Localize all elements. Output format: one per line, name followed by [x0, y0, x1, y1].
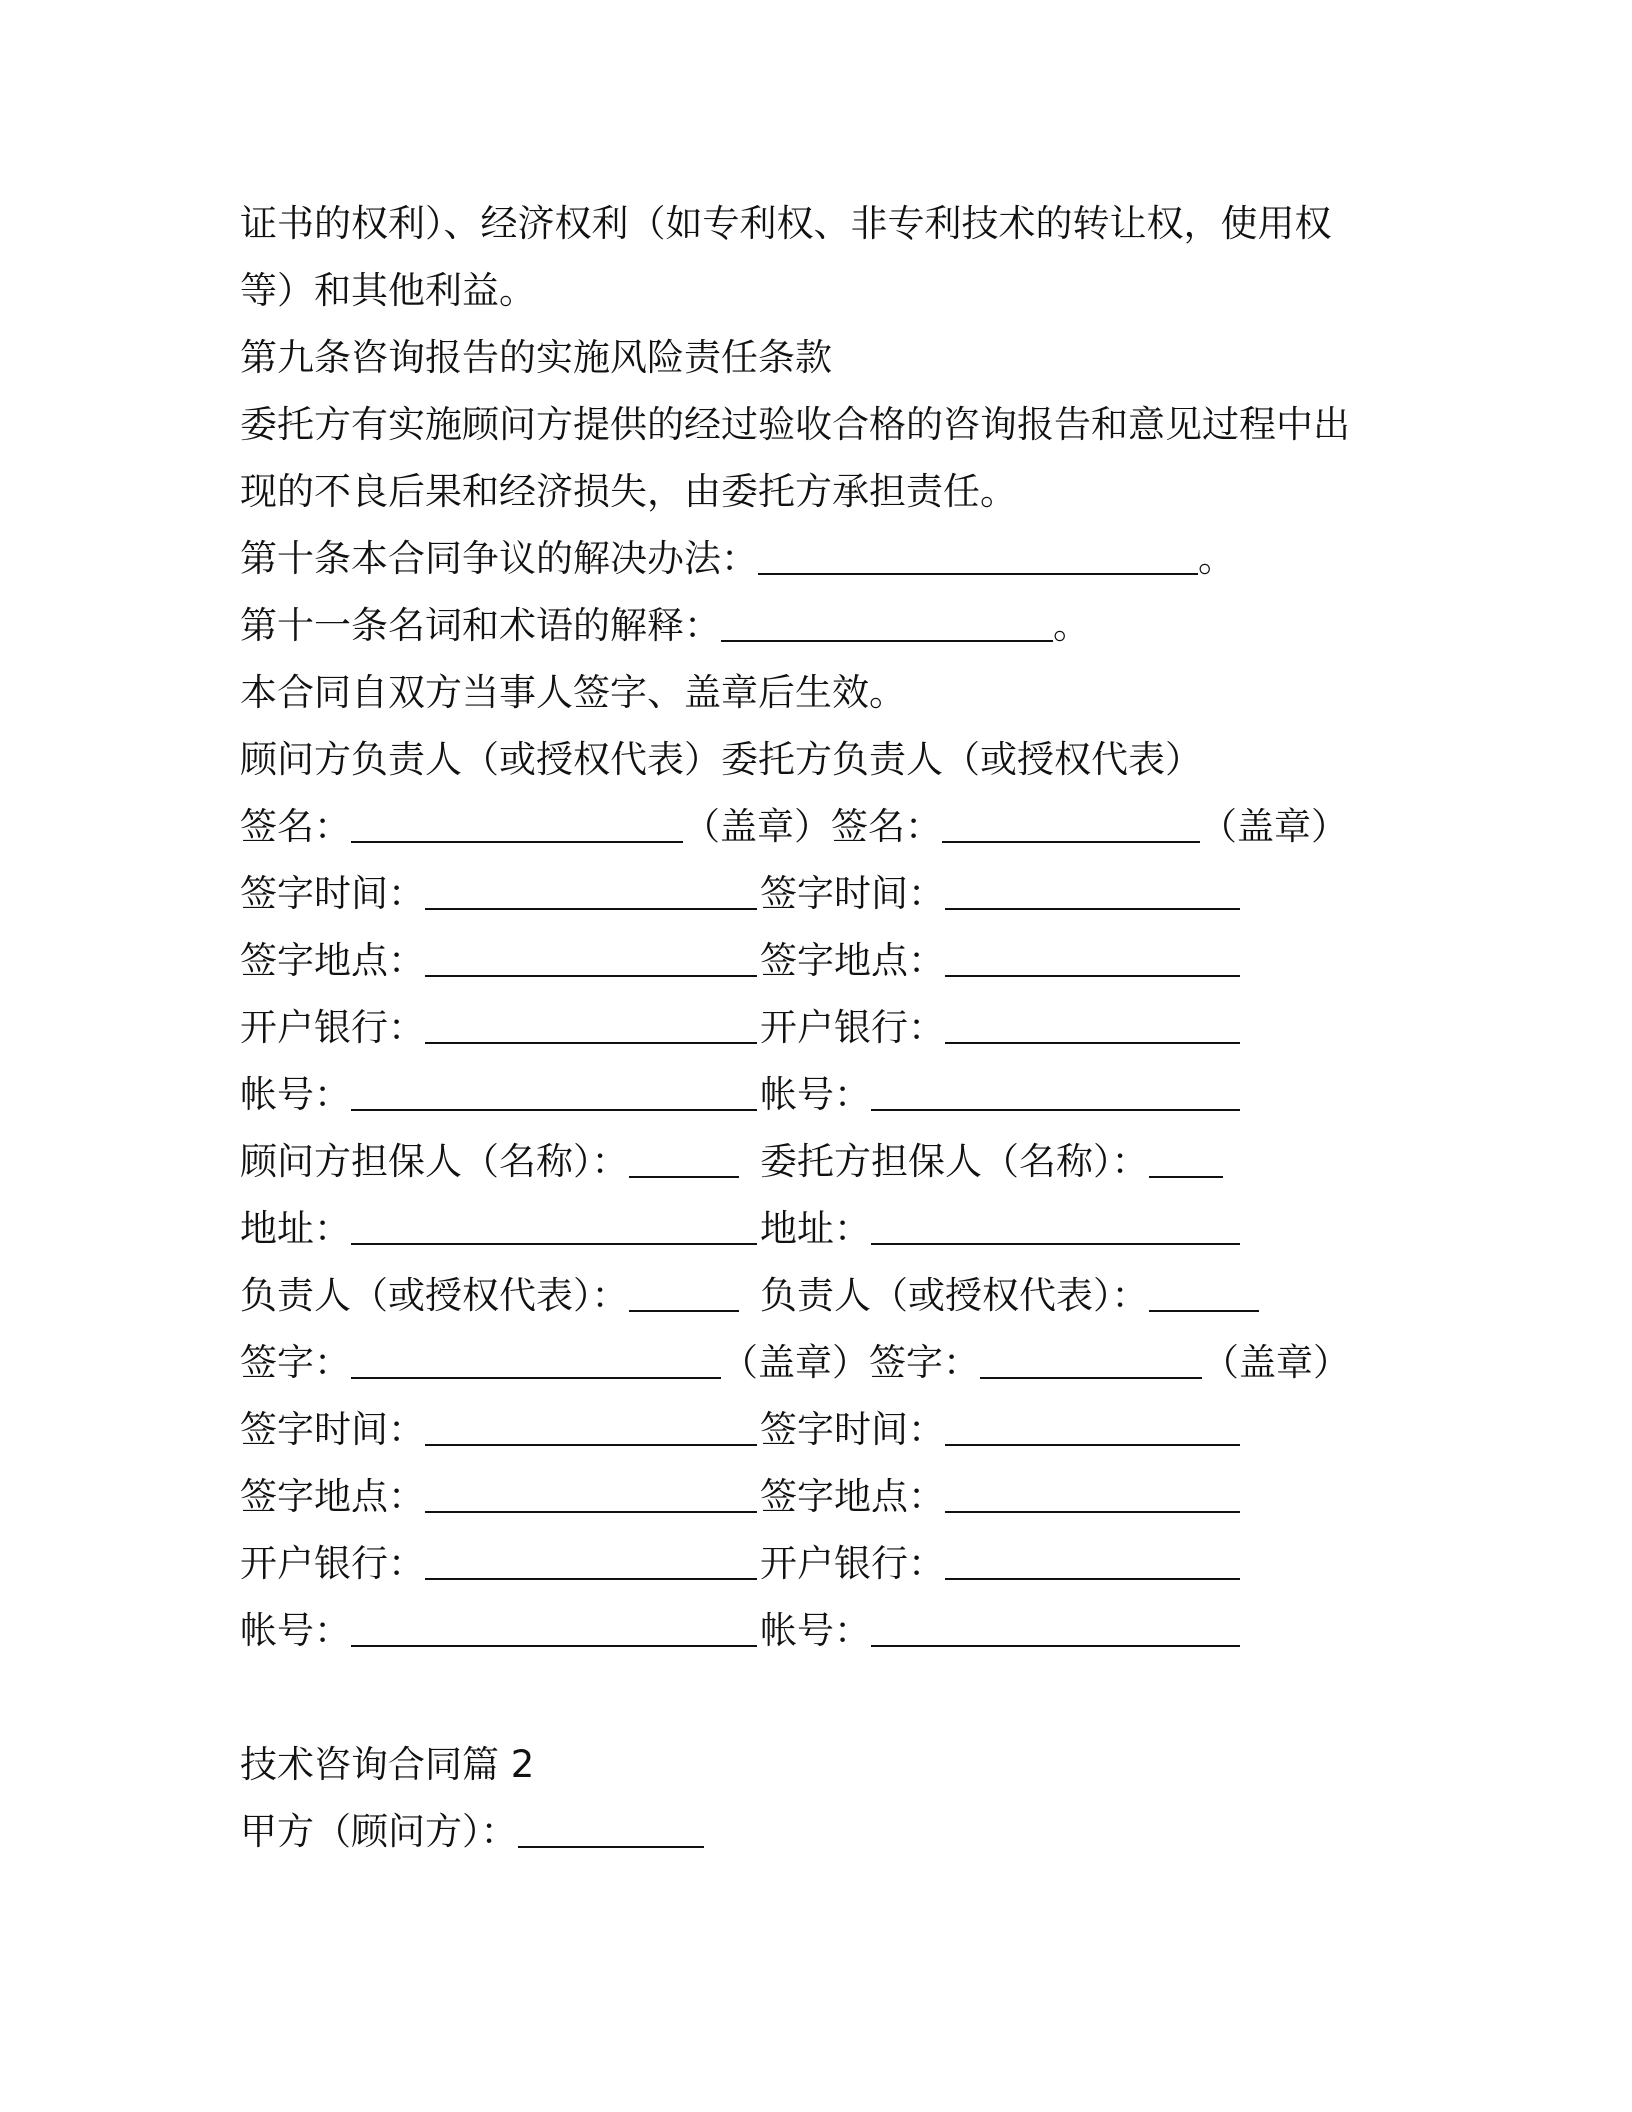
account-label: 帐号：: [760, 1609, 871, 1652]
sign-label: 签字：: [240, 1341, 351, 1384]
bank-label: 开户银行：: [760, 1542, 945, 1585]
seal-label: （盖章）: [683, 805, 831, 848]
account-label: 帐号：: [760, 1073, 871, 1116]
period: 。: [1198, 537, 1235, 580]
spacer: [240, 1664, 1380, 1731]
bank-label: 开户银行：: [760, 1006, 945, 1049]
consultant-guarantor-label: 顾问方担保人（名称）：: [240, 1140, 629, 1183]
consultant-rep-blank[interactable]: [629, 1308, 739, 1312]
consultant-guarantor-blank[interactable]: [629, 1174, 739, 1178]
sign-time-label: 签字时间：: [240, 872, 425, 915]
section-heading: 技术咨询合同篇 2: [240, 1743, 535, 1786]
consultant-sign-blank[interactable]: [351, 839, 683, 843]
consultant-time-blank[interactable]: [425, 906, 757, 910]
article-9-heading: 第九条咨询报告的实施风险责任条款: [240, 336, 832, 379]
guarantor-bank-blank[interactable]: [425, 1576, 757, 1580]
sign-time-row: [240, 1396, 1380, 1463]
article-11-label: 第十一条名词和术语的解释：: [240, 604, 721, 647]
account-label: 帐号：: [240, 1073, 351, 1116]
guarantor-sign-row: [240, 1329, 1380, 1396]
account-label: 帐号：: [240, 1609, 351, 1652]
consultant-address-blank[interactable]: [351, 1241, 757, 1245]
consultant-bank-blank[interactable]: [425, 1040, 757, 1044]
guarantor-account-blank[interactable]: [351, 1643, 757, 1647]
party-a-label: 甲方（顾问方）：: [240, 1810, 518, 1853]
guarantor-rep-row: [240, 1262, 1380, 1329]
bank-row: [240, 994, 1380, 1061]
guarantor-row: [240, 1128, 1380, 1195]
article-11-line: [240, 592, 1380, 659]
account-row: [240, 1597, 1380, 1664]
sign-time-row: [240, 860, 1380, 927]
consultant-account-blank[interactable]: [351, 1107, 757, 1111]
bank-row: [240, 1530, 1380, 1597]
client-rep-blank[interactable]: [1149, 1308, 1259, 1312]
guarantor-bank-blank[interactable]: [945, 1576, 1240, 1580]
guarantor-account-blank[interactable]: [871, 1643, 1240, 1647]
address-label: 地址：: [240, 1207, 351, 1250]
representatives-heading: 顾问方负责人（或授权代表）委托方负责人（或授权代表）: [240, 738, 1202, 781]
sign-name-label: 签名：: [831, 805, 942, 848]
sign-label: 签字：: [869, 1341, 980, 1384]
sign-time-label: 签字时间：: [240, 1408, 425, 1451]
sign-time-label: 签字时间：: [760, 872, 945, 915]
bank-label: 开户银行：: [240, 1542, 425, 1585]
guarantor-place-blank[interactable]: [945, 1509, 1240, 1513]
effective-clause: 本合同自双方当事人签字、盖章后生效。: [240, 671, 906, 714]
client-address-blank[interactable]: [871, 1241, 1240, 1245]
article-10-line: [240, 525, 1380, 592]
text-line: 委托方有实施顾问方提供的经过验收合格的咨询报告和意见过程中出: [240, 403, 1350, 446]
client-place-blank[interactable]: [945, 973, 1240, 977]
client-account-blank[interactable]: [871, 1107, 1240, 1111]
sign-place-row: [240, 927, 1380, 994]
bank-label: 开户银行：: [240, 1006, 425, 1049]
guarantor-sign-blank[interactable]: [351, 1375, 721, 1379]
guarantor-time-blank[interactable]: [945, 1442, 1240, 1446]
consultant-place-blank[interactable]: [425, 973, 757, 977]
guarantor-time-blank[interactable]: [425, 1442, 757, 1446]
sign-time-label: 签字时间：: [760, 1408, 945, 1451]
sign-place-label: 签字地点：: [240, 939, 425, 982]
sign-place-row: [240, 1463, 1380, 1530]
client-bank-blank[interactable]: [945, 1040, 1240, 1044]
client-sign-blank[interactable]: [942, 839, 1200, 843]
client-guarantor-blank[interactable]: [1149, 1174, 1223, 1178]
client-guarantor-label: 委托方担保人（名称）：: [760, 1140, 1149, 1183]
sign-place-label: 签字地点：: [240, 1475, 425, 1518]
rep-label: 负责人（或授权代表）：: [240, 1274, 629, 1317]
seal-label: （盖章）: [1202, 1341, 1350, 1384]
seal-label: （盖章）: [1200, 805, 1348, 848]
sign-place-label: 签字地点：: [760, 1475, 945, 1518]
period: 。: [1053, 604, 1090, 647]
sign-name-label: 签名：: [240, 805, 351, 848]
address-row: [240, 1195, 1380, 1262]
guarantor-place-blank[interactable]: [425, 1509, 757, 1513]
rep-label: 负责人（或授权代表）：: [760, 1274, 1149, 1317]
sign-place-label: 签字地点：: [760, 939, 945, 982]
text-line: 现的不良后果和经济损失，由委托方承担责任。: [240, 470, 1017, 513]
party-a-blank[interactable]: [518, 1844, 704, 1848]
client-time-blank[interactable]: [945, 906, 1240, 910]
account-row: [240, 1061, 1380, 1128]
party-a-row: [240, 1798, 1380, 1865]
dispute-resolution-blank[interactable]: [758, 571, 1198, 575]
guarantor-sign-blank[interactable]: [980, 1375, 1202, 1379]
address-label: 地址：: [760, 1207, 871, 1250]
article-10-label: 第十条本合同争议的解决办法：: [240, 537, 758, 580]
sign-name-row: [240, 793, 1380, 860]
text-line: 等）和其他利益。: [240, 269, 536, 312]
text-line: 证书的权利）、经济权利（如专利权、非专利技术的转让权，使用权: [240, 202, 1332, 245]
document-page: [240, 190, 1380, 1865]
seal-label: （盖章）: [721, 1341, 869, 1384]
terms-definition-blank[interactable]: [721, 638, 1053, 642]
